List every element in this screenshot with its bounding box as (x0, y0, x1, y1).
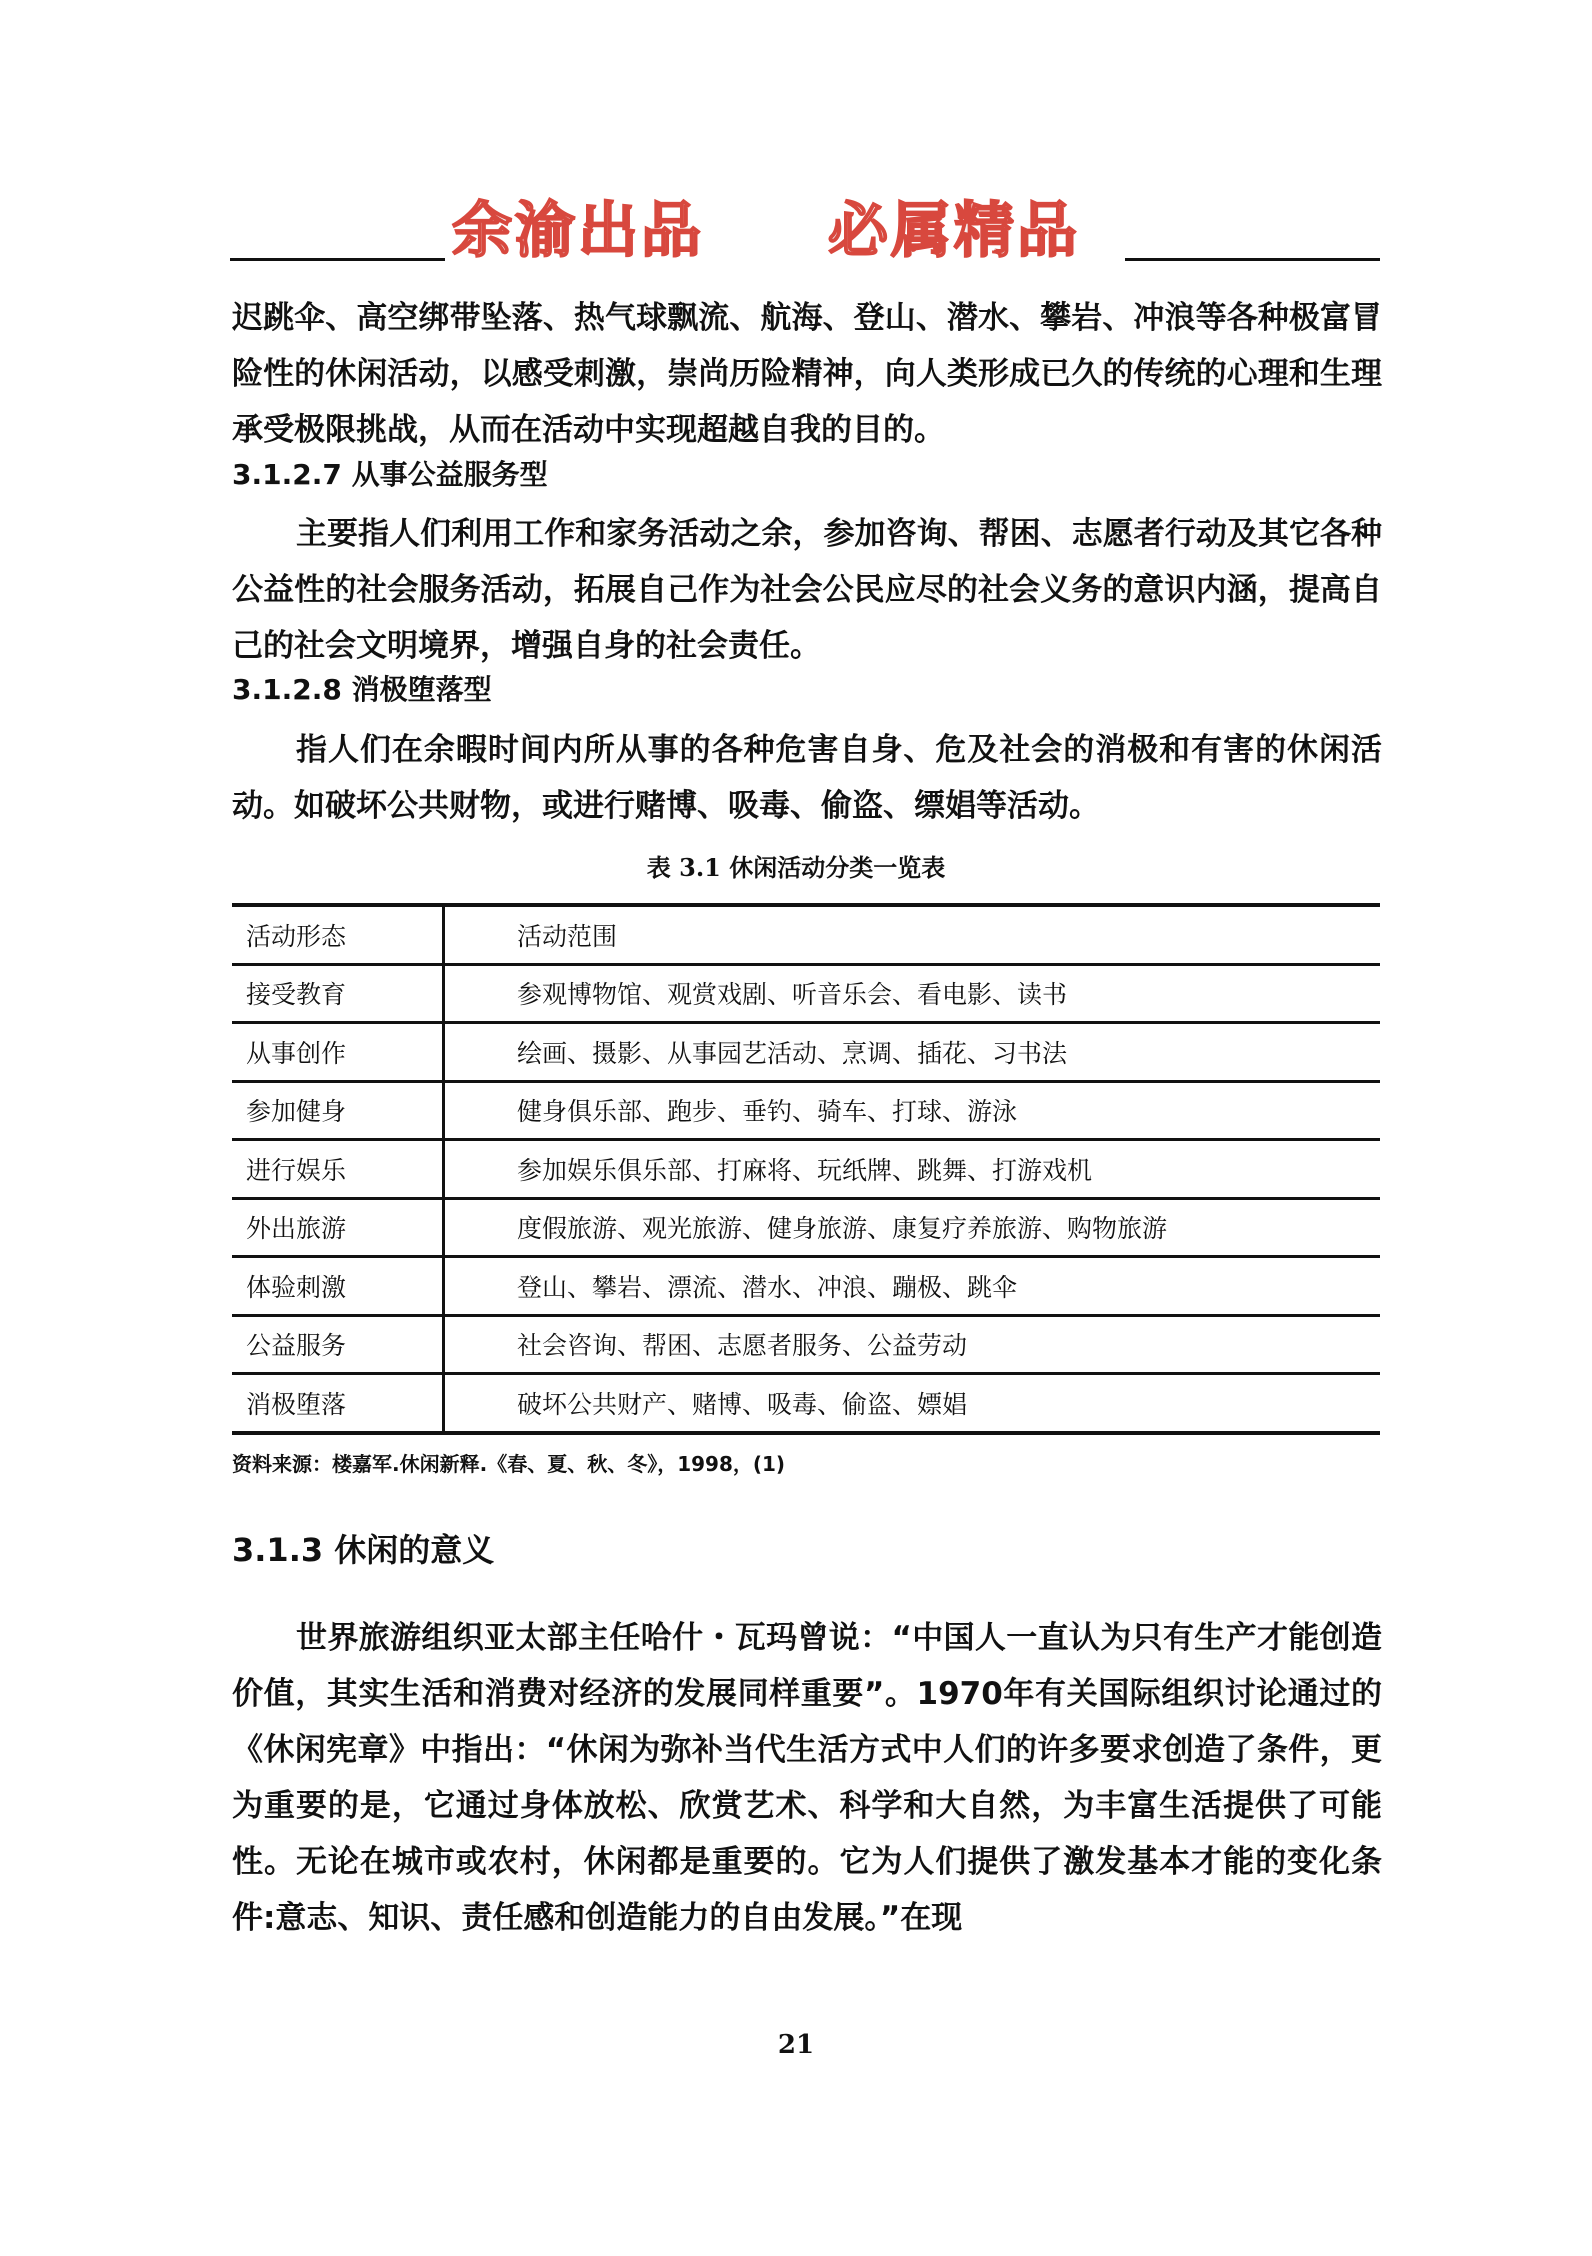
paragraph-public-service: 主要指人们利用工作和家务活动之余，参加咨询、帮困、志愿者行动及其它各种公益性的社会服务活动，拓展自己作为社会公民应尽的社会义务的意识内涵，提高自己的社会文明境界，增强自身的社会责任。 (232, 516, 1382, 664)
activity-scope-cell: 参加娱乐俱乐部、打麻将、玩纸牌、跳舞、打游戏机 (444, 1140, 1381, 1199)
activity-form-cell: 活动形态 (232, 905, 444, 964)
activity-scope-cell: 健身俱乐部、跑步、垂钓、骑车、打球、游泳 (444, 1081, 1381, 1140)
section-heading-meaning: 3.1.3 休闲的意义 (232, 1531, 495, 1569)
table-row (232, 1198, 1380, 1257)
activity-scope-cell: 绘画、摄影、从事园艺活动、烹调、插花、习书法 (444, 1023, 1381, 1082)
header-rule-left (230, 258, 445, 261)
leisure-classification-table (232, 903, 1380, 1435)
page-number: 21 (777, 2030, 815, 2060)
activity-form-cell: 公益服务 (232, 1315, 444, 1374)
table-row (232, 1315, 1380, 1374)
paragraph-negative: 指人们在余暇时间内所从事的各种危害自身、危及社会的消极和有害的休闲活动。如破坏公共财物，或进行赌博、吸毒、偷盗、缥娼等活动。 (232, 732, 1382, 824)
watermark-left-text: 余渝出品 (452, 196, 704, 266)
paragraph-adventure: 迟跳伞、高空绑带坠落、热气球飘流、航海、登山、潜水、攀岩、冲浪等各种极富冒险性的休闲活动，以感受刺激，崇尚历险精神，向人类形成已久的传统的心理和生理承受极限挑战，从而在活动中实现超越自我的目的。 (232, 300, 1382, 448)
activity-form-cell: 外出旅游 (232, 1198, 444, 1257)
table-row (232, 1140, 1380, 1199)
activity-scope-cell: 登山、攀岩、漂流、潜水、冲浪、蹦极、跳伞 (444, 1257, 1381, 1316)
activity-scope-cell: 活动范围 (444, 905, 1381, 964)
table-row (232, 1374, 1380, 1433)
table-row (232, 964, 1380, 1023)
paragraph-meaning: 世界旅游组织亚太部主任哈什・瓦玛曾说：“中国人一直认为只有生产才能创造价值，其实生活和消费对经济的发展同样重要”。1970年有关国际组织讨论通过的《休闲宪章》中指出：“休闲为弥补当代生活方式中人们的许多要求创造了条件，更为重要的是，它通过身体放松、欣赏艺术、科学和大自然，为丰富生活提供了可能性。无论在城市或农村，休闲都是重要的。它为人们提供了激发基本才能的变化条件:意志、知识、责任感和创造能力的自由发展。”在现 (232, 1620, 1382, 1936)
table-row (232, 1257, 1380, 1316)
section-heading-public-service: 3.1.2.7 从事公益服务型 (232, 458, 548, 491)
table-row (232, 1081, 1380, 1140)
activity-scope-cell: 社会咨询、帮困、志愿者服务、公益劳动 (444, 1315, 1381, 1374)
activity-form-cell: 从事创作 (232, 1023, 444, 1082)
activity-form-cell: 进行娱乐 (232, 1140, 444, 1199)
watermark-right-text: 必属精品 (828, 196, 1080, 266)
activity-scope-cell: 度假旅游、观光旅游、健身旅游、康复疗养旅游、购物旅游 (444, 1198, 1381, 1257)
table-row (232, 1023, 1380, 1082)
header-rule-right (1125, 258, 1380, 261)
section-heading-negative: 3.1.2.8 消极堕落型 (232, 673, 492, 706)
activity-scope-cell: 破坏公共财产、赌博、吸毒、偷盗、嫖娼 (444, 1374, 1381, 1433)
activity-form-cell: 消极堕落 (232, 1374, 444, 1433)
activity-form-cell: 参加健身 (232, 1081, 444, 1140)
activity-scope-cell: 参观博物馆、观赏戏剧、听音乐会、看电影、读书 (444, 964, 1381, 1023)
activity-form-cell: 接受教育 (232, 964, 444, 1023)
table-source-note: 资料来源：楼嘉军.休闲新释.《春、夏、秋、冬》，1998，(1) (232, 1452, 786, 1476)
activity-form-cell: 体验刺激 (232, 1257, 444, 1316)
table-caption: 表 3.1 休闲活动分类一览表 (646, 853, 946, 882)
table-header-row (232, 905, 1380, 964)
